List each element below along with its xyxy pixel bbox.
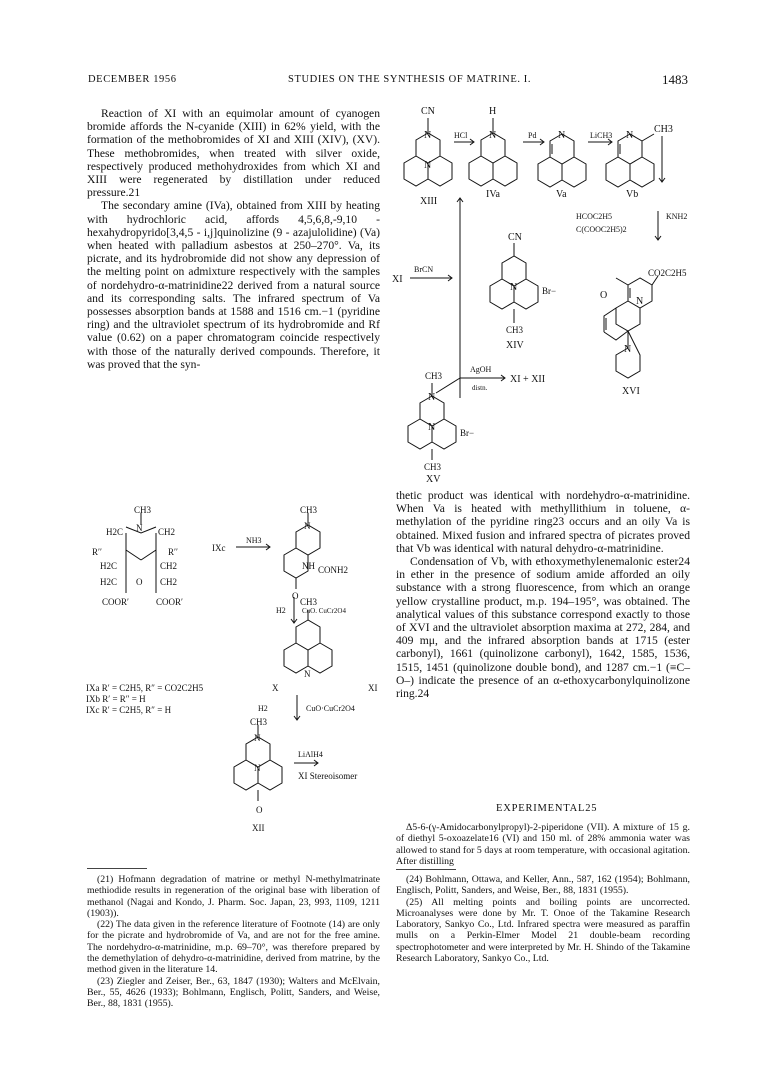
label-xi: XI	[392, 274, 403, 285]
reagent-agoh: AgOH	[470, 365, 492, 374]
label-xi-xii: XI + XII	[510, 374, 546, 385]
label-iva: IVa	[486, 189, 500, 200]
label-ch3-xv: CH3	[425, 371, 443, 381]
reaction-scheme-top	[390, 98, 700, 483]
ix-ch2-2: CH2	[160, 561, 178, 571]
experimental-paragraph: Δ5-6-(γ-Amidocarbonylpropyl)-2-piperidone (VII). A mixture of 15 g. of diethyl 5-oxoazelate16 (VI) and 150 ml. of 28% ammonia water was allowed to stand for 5 days at room temperature, with occasional agitation. After distilling	[396, 822, 690, 867]
label-cn: CN	[421, 106, 435, 117]
left-paragraph-2: The secondary amine (IVa), obtained from XIII by heating with hydrochloric acid, affords 4,5,6,8,-9,10 - hexahydropyrido[3,4,5 - i,j]quinolizine (9 - azajulolidine) (Va) when heated with palladium asbestos at 250–270°. Va, its picrate, and its hydrobromide did not show any depression of the melting point on admixture respectively with the samples of nordehydro-α-matrinidine22 derived from a natural source and its corresponding salts. The infrared spectrum of Va possesses absorption bands at 1588 and 1516 cm.−1 (pyridine ring) and the ultraviolet spectrum of its hydrobromide and Rf value (0.62) on a paper chromatogram coincide respectively with those of the naturally derived compounds. Therefore, it was proved that the syn-	[87, 199, 380, 371]
ix-r2-left: R′′	[92, 547, 102, 557]
reagent-formate: HCOC2H5	[576, 212, 613, 221]
reagent-distn: distn.	[472, 384, 488, 392]
label-h: H	[489, 106, 497, 117]
x-n: N	[304, 521, 311, 531]
x-nh: NH	[302, 561, 315, 571]
label-ch3-vb: CH3	[654, 124, 673, 135]
reagent-lich3: LiCH3	[590, 131, 613, 140]
reagent-pd: Pd	[528, 131, 537, 140]
right-paragraph-1: thetic product was identical with nordehydro-α-matrinidine. When Va is heated with methyllithium in toluene, α-methylation of the pyridine ring23 occurs and an oily Va is obtained. Mixed fusion and infrared spectra of picrates proved that Vb was identical with natural dehydro-α-matrinidine.	[396, 489, 690, 555]
footnote-22: (22) The data given in the reference literature of Footnote (14) are only for the picrate and hydrobromide of Va, and are not for the free amine. The nordehydro-α-matrinidine, m.p. 69–70°, was therefore prepared by the demethylation of dehydro-α-matrinidine, derived from matrine, by the method given in the literature 14.	[87, 919, 380, 976]
label-n-xv-1: N	[428, 392, 436, 403]
reagent-h2-2: H2	[258, 704, 268, 713]
label-o-xvi: O	[600, 290, 608, 301]
label-ch3-xv-2: CH3	[424, 462, 442, 472]
page-number: 1483	[662, 72, 688, 87]
label-n-xvi-1: N	[636, 296, 644, 307]
label-n4: N	[558, 130, 566, 141]
label-n2: N	[424, 160, 432, 171]
legend-ixb: IXb R′ = R″ = H	[86, 694, 146, 704]
xii-n-2: N	[254, 763, 261, 773]
label-vb: Vb	[626, 189, 639, 200]
reagent-hcl: HCl	[454, 131, 468, 140]
legend-ixa: IXa R′ = C2H5, R″ = CO2C2H5	[86, 683, 204, 693]
label-xi-stereoisomer: XI Stereoisomer	[298, 771, 358, 781]
ix-h2c-3: H2C	[100, 577, 118, 587]
ix-r2-right: R′′	[168, 547, 178, 557]
reagent-knh2: KNH2	[666, 212, 688, 221]
label-xvi: XVI	[622, 386, 640, 397]
reagent-malonate: C(COOC2H5)2	[576, 225, 627, 234]
ix-coor-2: COOR′	[156, 597, 183, 607]
reagent-brcn: BrCN	[414, 265, 434, 274]
x-o: O	[292, 591, 299, 601]
label-cn-xiv: CN	[508, 232, 522, 243]
label-va: Va	[556, 189, 567, 200]
experimental-heading: EXPERIMENTAL25	[496, 803, 598, 814]
label-n-xvi-2: N	[624, 344, 632, 355]
ix-coor-1: COOR′	[102, 597, 129, 607]
footnotes-left	[87, 874, 380, 1010]
footnotes-right	[396, 874, 690, 964]
right-body-text	[396, 489, 690, 700]
label-br-xv: Br−	[460, 428, 475, 438]
label-n-xv-2: N	[428, 422, 436, 433]
legend-ixc: IXc R′ = C2H5, R″ = H	[86, 705, 172, 715]
reagent-cuo-2: CuO·CuCr2O4	[306, 704, 355, 713]
reagent-h2-1: H2	[276, 606, 286, 615]
footnote-23: (23) Ziegler and Zeiser, Ber., 63, 1847 (1930); Walters and McElvain, Ber., 55, 4626 (1933); Bohlmann, Englisch, Politt, Sanders, and Weise, Ber., 88, 1831 (1955).	[87, 975, 380, 1010]
ix-label-ixc: IXc	[212, 543, 226, 553]
reaction-scheme-bottom	[86, 505, 386, 845]
xii-o: O	[256, 805, 263, 815]
right-paragraph-2: Condensation of Vb, with ethoxymethylenemalonic ester24 in ether in the presence of sodium amide afforded an oily substance with a strong fluorescence, from which an orange yellow crystalline product, m.p. 194–195°, was obtained. The analytical values of this substance correspond exactly to those of XVI and the ultraviolet absorption maxima at 272, 284, and 409 mμ, and the infrared absorption bands at 1715 (ester carbonyl), 1661 (quinolizone carbonyl), 1642, 1585, 1536, 1515, 1451 (quinolizone double bond), and 1287 cm.−1 (≡C–O–) indicate the presence of an α-ethoxycarbonylquinolizone ring.24	[396, 555, 690, 701]
label-x: X	[272, 683, 279, 693]
ix-n: N	[136, 523, 143, 533]
label-xiv: XIV	[506, 340, 524, 351]
header-title: STUDIES ON THE SYNTHESIS OF MATRINE. I.	[288, 74, 532, 85]
ix-h2c-1: H2C	[106, 527, 124, 537]
xi-ch3: CH3	[300, 597, 318, 607]
ix-ch2-1: CH2	[158, 527, 176, 537]
experimental-text	[396, 822, 690, 867]
ix-ch3: CH3	[134, 505, 152, 515]
reagent-nh3: NH3	[246, 536, 262, 545]
footnote-rule-right	[396, 869, 456, 870]
label-xii: XII	[252, 823, 265, 833]
label-co2et: CO2C2H5	[648, 268, 687, 278]
left-paragraph-1: Reaction of XI with an equimolar amount of cyanogen bromide affords the N-cyanide (XIII) in 62% yield, with the formation of the methobromides of XI and XIII (XIV), (XV). These methobromides, when treated with silver oxide, respectively produced methohydroxides from which XI and XIII were regenerated by distillation under reduced pressure.21	[87, 107, 380, 200]
label-n5: N	[626, 130, 634, 141]
label-ch3-xiv: CH3	[506, 325, 524, 335]
x-conh2: CONH2	[318, 565, 349, 575]
label-n1: N	[424, 130, 432, 141]
footnote-24: (24) Bohlmann, Ottawa, and Keller, Ann., 587, 162 (1954); Bohlmann, Englisch, Politt, Sanders, and Weise, Ber., 88, 1831 (1955).	[396, 874, 690, 897]
xi-n: N	[304, 669, 311, 679]
ix-h2c-2: H2C	[100, 561, 118, 571]
left-body-text	[87, 107, 380, 371]
footnote-rule-left	[87, 868, 147, 869]
reagent-lialh4: LiAlH4	[298, 750, 323, 759]
xii-n-1: N	[254, 733, 261, 743]
running-header	[88, 74, 688, 90]
label-xi-2: XI	[368, 683, 378, 693]
header-date: DECEMBER 1956	[88, 74, 177, 85]
footnote-21: (21) Hofmann degradation of matrine or methyl N-methylmatrinate methiodide results in regeneration of the original base with liberation of methanol (Nagai and Kondo, J. Pharm. Soc. Japan, 23, 993, 1109, 1211 (1903)).	[87, 874, 380, 919]
ix-o: O	[136, 577, 143, 587]
xii-ch3: CH3	[250, 717, 268, 727]
label-n3: N	[489, 130, 497, 141]
label-xv: XV	[426, 474, 441, 483]
reagent-cuo-1: CuO. CuCr2O4	[302, 607, 346, 615]
label-n-xiv: N	[510, 282, 518, 293]
label-br-xiv: Br−	[542, 286, 557, 296]
ix-ch2-3: CH2	[160, 577, 178, 587]
footnote-25: (25) All melting points and boiling points are uncorrected. Microanalyses were done by Mr. T. Onoe of the Takamine Research Laboratory, Sankyo Co., Ltd. Infrared spectra were measured as paraffin mulls on a Perkin-Elmer Model 21 double-beam recording spectrophotometer and were interpreted by Mr. H. Shindo of the Takamine Research Laboratory, Sankyo Co., Ltd.	[396, 896, 690, 965]
label-xiii: XIII	[420, 196, 438, 207]
x-ch3: CH3	[300, 505, 318, 515]
